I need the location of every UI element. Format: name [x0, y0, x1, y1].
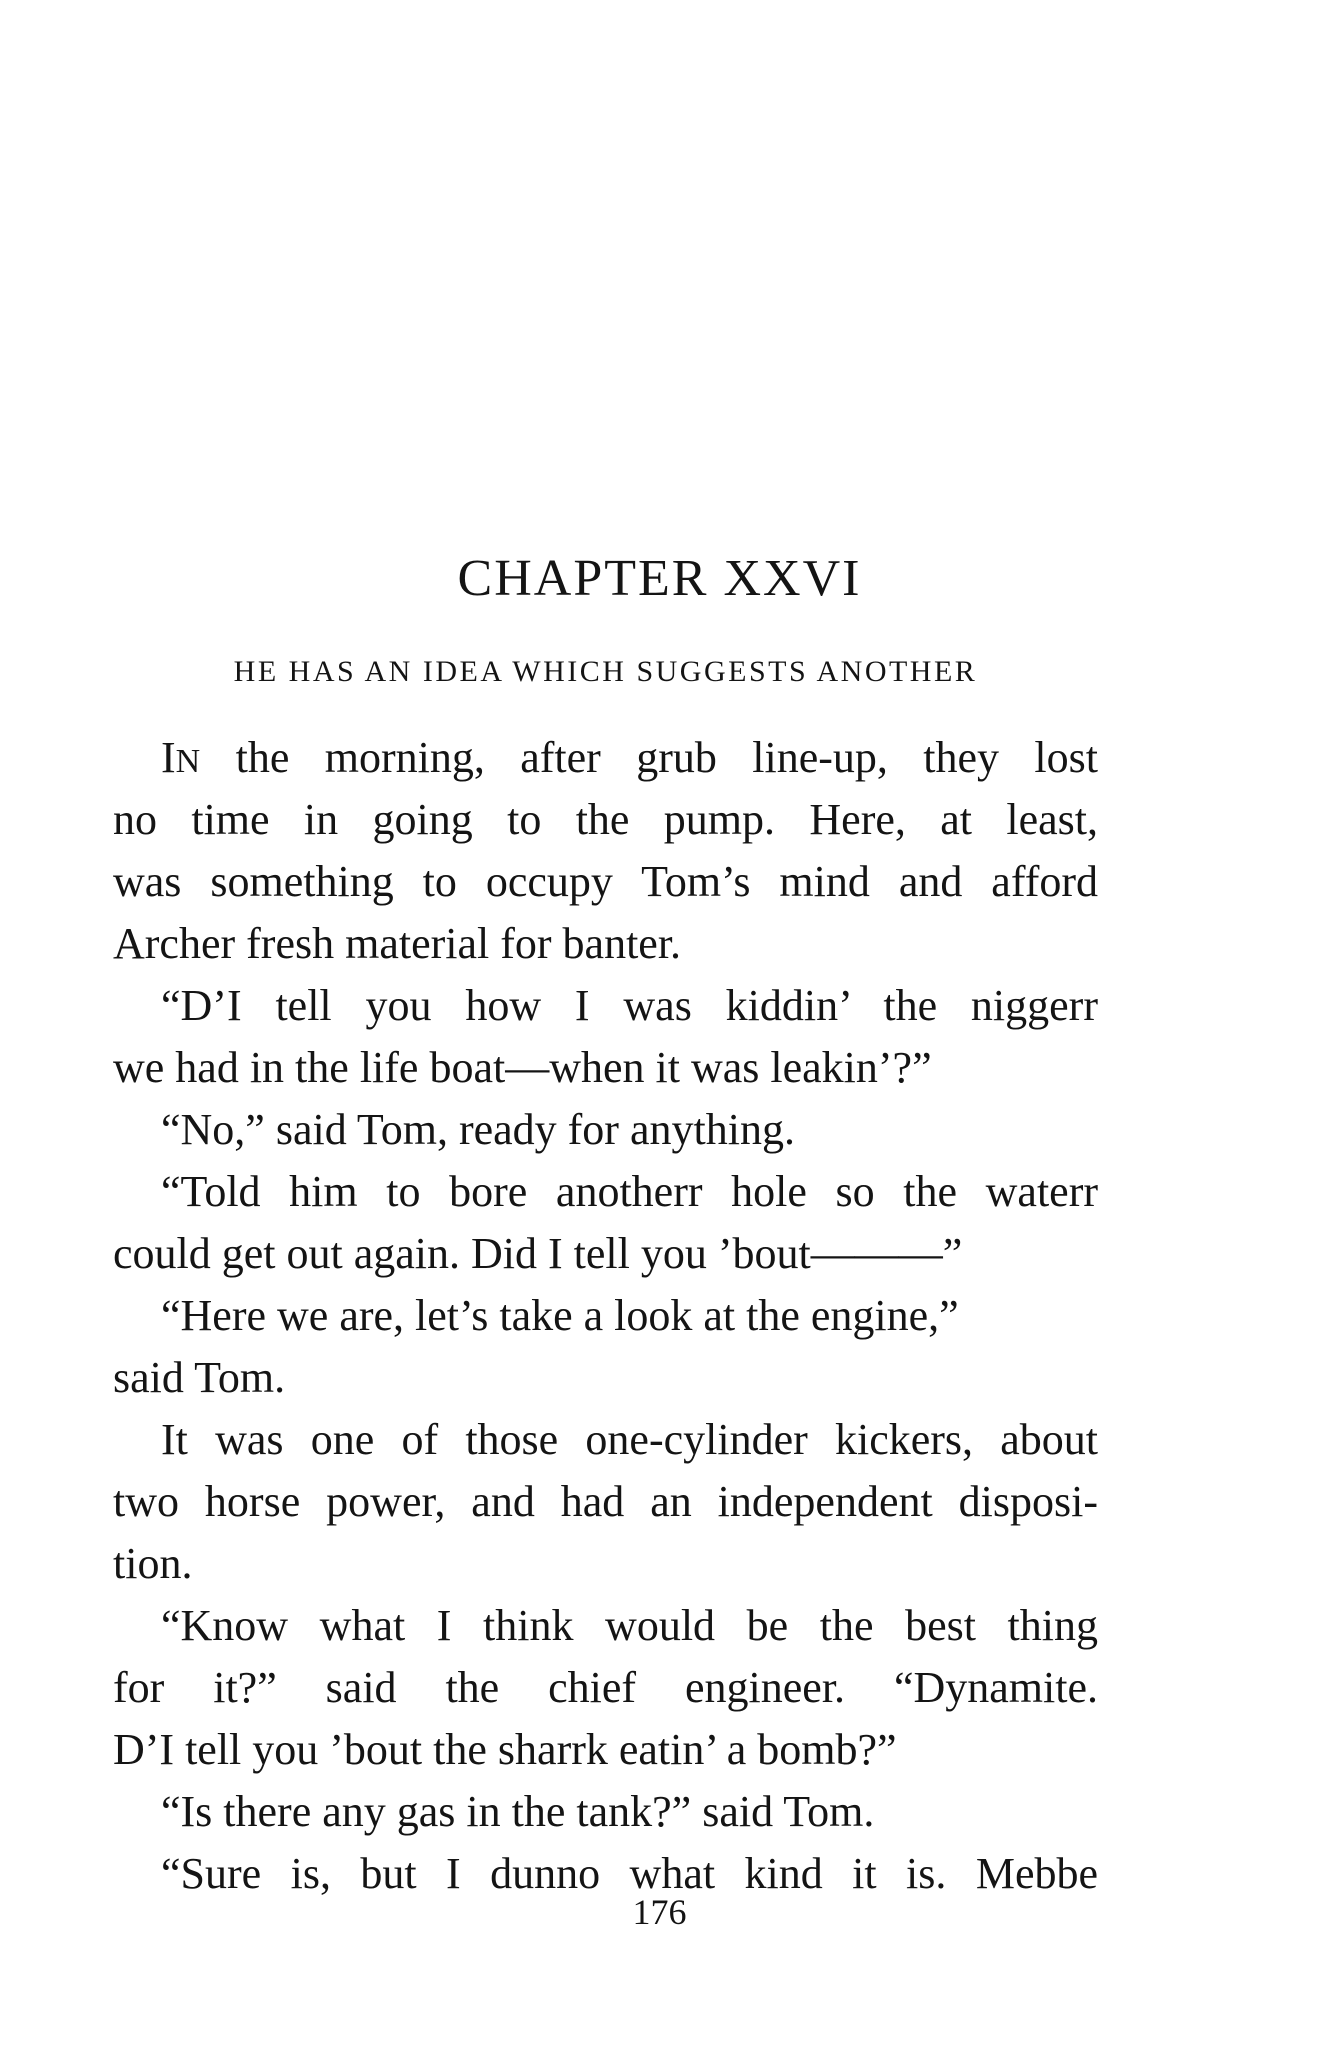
drop-cap-small-caps: N: [175, 743, 201, 780]
text-line: said Tom.: [113, 1353, 286, 1402]
text-line: IN the morning, after grub line-up, they lost: [161, 733, 1098, 782]
drop-cap-initial: I: [161, 733, 176, 782]
text-line: “Is there any gas in the tank?” said Tom.: [161, 1787, 875, 1836]
text-line: “Told him to bore anotherr hole so the waterr: [161, 1167, 1098, 1216]
chapter-subtitle: HE HAS AN IDEA WHICH SUGGESTS ANOTHER: [233, 655, 978, 688]
text-line: no time in going to the pump. Here, at least,: [113, 795, 1098, 844]
text-line: Archer fresh material for banter.: [113, 919, 682, 968]
body-text: [113, 727, 1098, 1905]
text-line: “Here we are, let’s take a look at the engine,”: [161, 1291, 959, 1340]
text-line: tion.: [113, 1539, 193, 1588]
text-line: “No,” said Tom, ready for anything.: [161, 1105, 795, 1154]
text-line: D’I tell you ’bout the sharrk eatin’ a bomb?”: [113, 1725, 897, 1774]
text-line: “Sure is, but I dunno what kind it is. Mebbe: [161, 1849, 1098, 1898]
text-line: “D’I tell you how I was kiddin’ the niggerr: [161, 981, 1098, 1030]
text-line: could get out again. Did I tell you ’bout———”: [113, 1229, 963, 1278]
text-line: two horse power, and had an independent disposi-: [113, 1477, 1098, 1526]
chapter-title: CHAPTER XXVI: [457, 550, 862, 607]
page-number: 176: [632, 1892, 687, 1932]
text-line: It was one of those one-cylinder kickers, about: [161, 1415, 1098, 1464]
text-line: we had in the life boat—when it was leakin’?”: [113, 1043, 932, 1092]
text-line: for it?” said the chief engineer. “Dynamite.: [113, 1663, 1098, 1712]
text-line: was something to occupy Tom’s mind and afford: [113, 857, 1098, 906]
text-line: “Know what I think would be the best thing: [161, 1601, 1098, 1650]
